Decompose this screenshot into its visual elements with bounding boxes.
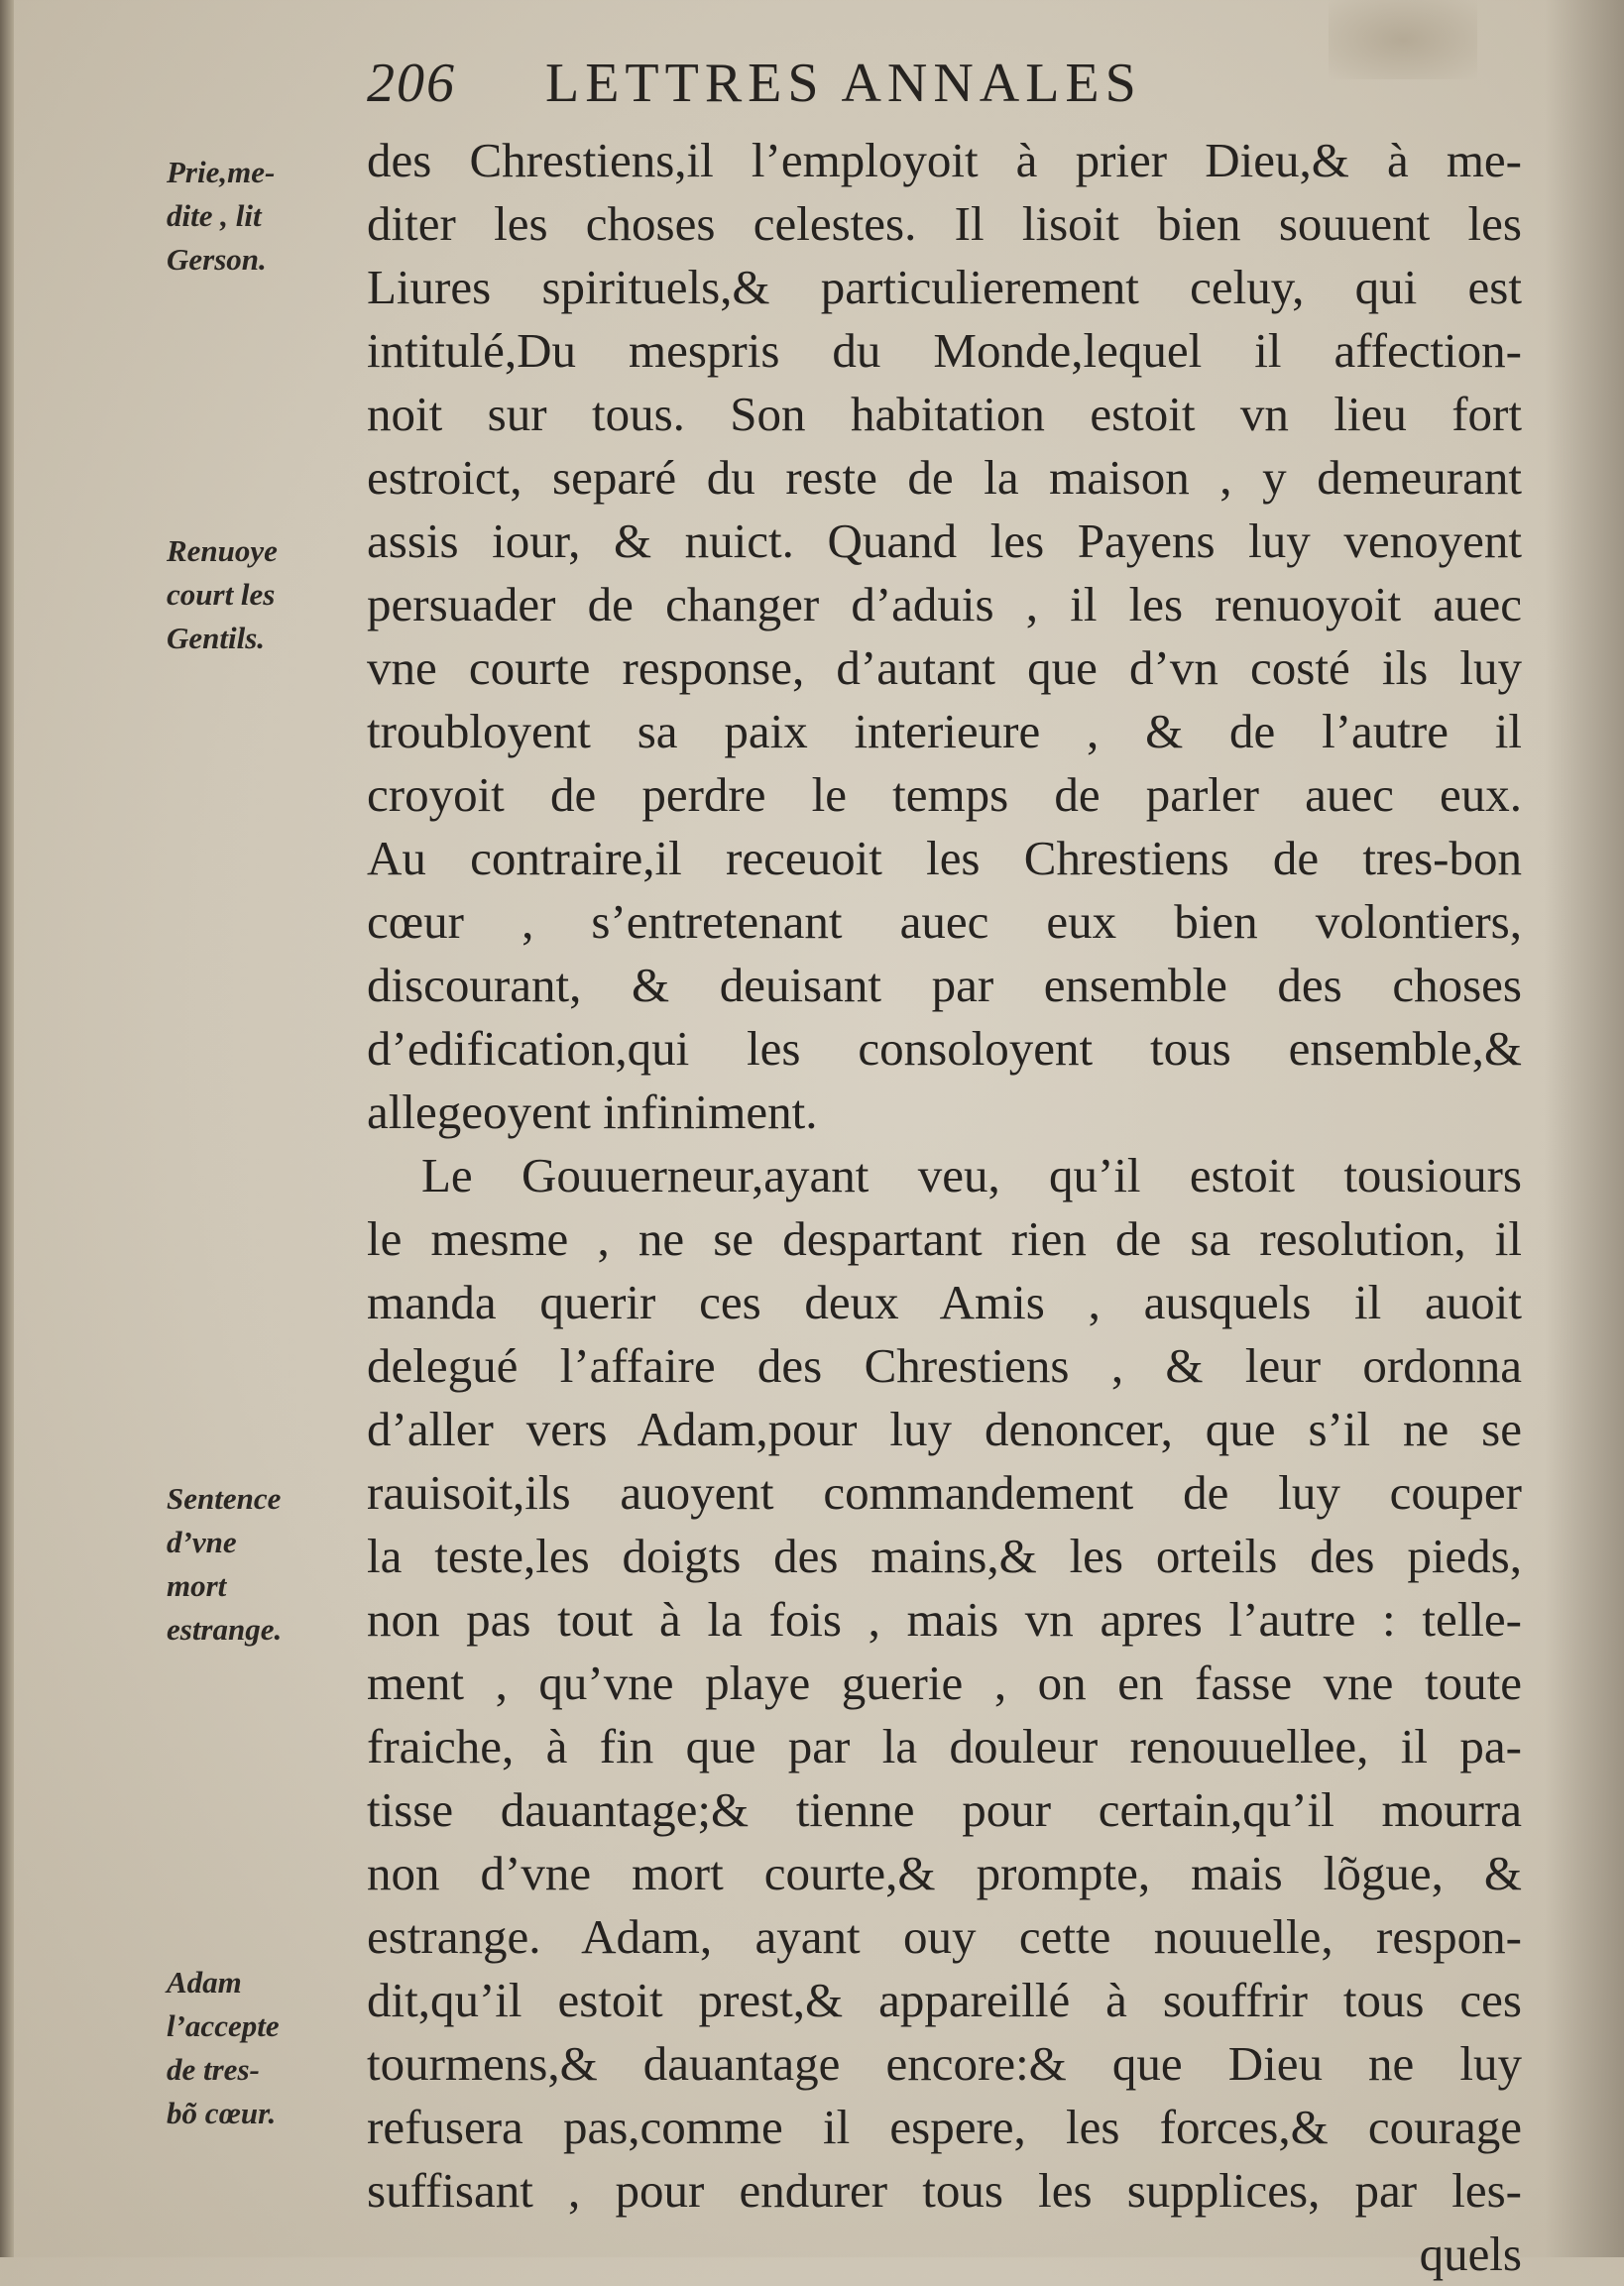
margin-note-line: Sentence xyxy=(167,1481,282,1516)
text-line: troubloyent sa paix interieure , & de l’autre il xyxy=(367,704,1522,758)
margin-note-renuoye xyxy=(167,529,355,660)
running-head xyxy=(367,52,1358,121)
margin-note-line: Gerson. xyxy=(167,242,267,277)
body-text xyxy=(367,129,1522,2286)
margin-note-sentence xyxy=(167,1477,355,1652)
text-line: intitulé,Du mespris du Monde,lequel il affection- xyxy=(367,323,1522,378)
text-line: dit,qu’il estoit prest,& appareillé à souffrir tous ces xyxy=(367,1973,1522,2027)
text-line: tisse dauantage;& tienne pour certain,qu’il mourra xyxy=(367,1782,1522,1837)
text-line: delegué l’affaire des Chrestiens , & leur ordonna xyxy=(367,1338,1522,1393)
text-line: suffisant , pour endurer tous les supplices, par les- xyxy=(367,2163,1522,2218)
text-line: d’aller vers Adam,pour luy denoncer, que s’il ne se xyxy=(367,1402,1522,1456)
page-edge-right xyxy=(1545,0,1624,2257)
running-title: LETTRES ANNALES xyxy=(545,53,1142,114)
text-line: fraiche, à fin que par la douleur renouuellee, il pa- xyxy=(367,1719,1522,1773)
text-line: Le Gouuerneur,ayant veu, qu’il estoit tousiours xyxy=(421,1148,1522,1202)
margin-note-line: estrange. xyxy=(167,1612,283,1647)
margin-note-line: Renuoye xyxy=(167,533,278,568)
page-number: 206 xyxy=(367,53,456,114)
text-line: le mesme , ne se despartant rien de sa resolution, il xyxy=(367,1211,1522,1266)
text-line: Liures spirituels,& particulierement celuy, qui est xyxy=(367,260,1522,314)
margin-note-line: de tres- xyxy=(167,2052,260,2087)
page-edge-left xyxy=(0,0,14,2257)
text-line: assis iour, & nuict. Quand les Payens luy venoyent xyxy=(367,514,1522,568)
catchword: quels xyxy=(1419,2227,1522,2281)
text-line: refusera pas,comme il espere, les forces,& courage xyxy=(367,2100,1522,2154)
margin-note-line: Adam xyxy=(167,1965,242,2000)
margin-note-line: Gentils. xyxy=(167,621,266,655)
text-line: la teste,les doigts des mains,& les orteils des pieds, xyxy=(367,1529,1522,1583)
text-line: croyoit de perdre le temps de parler auec eux. xyxy=(367,767,1522,822)
text-line: discourant, & deuisant par ensemble des choses xyxy=(367,958,1522,1012)
text-line: persuader de changer d’aduis , il les renuoyoit auec xyxy=(367,577,1522,631)
text-line: d’edification,qui les consoloyent tous ensemble,& xyxy=(367,1021,1522,1076)
text-line: estrange. Adam, ayant ouy cette nouuelle, respon- xyxy=(367,1909,1522,1964)
margin-note-line: bõ cœur. xyxy=(167,2096,277,2130)
text-line: manda querir ces deux Amis , ausquels il auoit xyxy=(367,1275,1522,1329)
text-line: non d’vne mort courte,& prompte, mais lõgue, & xyxy=(367,1846,1522,1900)
margin-note-prie-medite xyxy=(167,151,355,282)
text-line: vne courte response, d’autant que d’vn costé ils luy xyxy=(367,640,1522,695)
margin-note-line: Prie,me- xyxy=(167,155,276,189)
text-line: estroict, separé du reste de la maison , y demeurant xyxy=(367,450,1522,505)
text-line: Au contraire,il receuoit les Chrestiens de tres-bon xyxy=(367,831,1522,885)
margin-note-line: dite , lit xyxy=(167,198,262,233)
text-line: allegeoyent infiniment. xyxy=(367,1085,818,1139)
text-line: noit sur tous. Son habitation estoit vn lieu fort xyxy=(367,387,1522,441)
margin-note-line: court les xyxy=(167,577,276,612)
text-line: des Chrestiens,il l’employoit à prier Dieu,& à me- xyxy=(367,133,1522,187)
margin-note-line: l’accepte xyxy=(167,2008,280,2043)
text-line: ment , qu’vne playe guerie , on en fasse vne toute xyxy=(367,1656,1522,1710)
text-line: tourmens,& dauantage encore:& que Dieu ne luy xyxy=(367,2036,1522,2091)
text-line: cœur , s’entretenant auec eux bien volontiers, xyxy=(367,894,1522,949)
margin-note-line: mort xyxy=(167,1568,227,1603)
margin-note-line: d’vne xyxy=(167,1525,237,1559)
text-line: diter les choses celestes. Il lisoit bien souuent les xyxy=(367,196,1522,251)
margin-note-adam xyxy=(167,1961,355,2135)
text-line: non pas tout à la fois , mais vn apres l’autre : telle- xyxy=(367,1592,1522,1647)
text-line: rauisoit,ils auoyent commandement de luy couper xyxy=(367,1465,1522,1520)
